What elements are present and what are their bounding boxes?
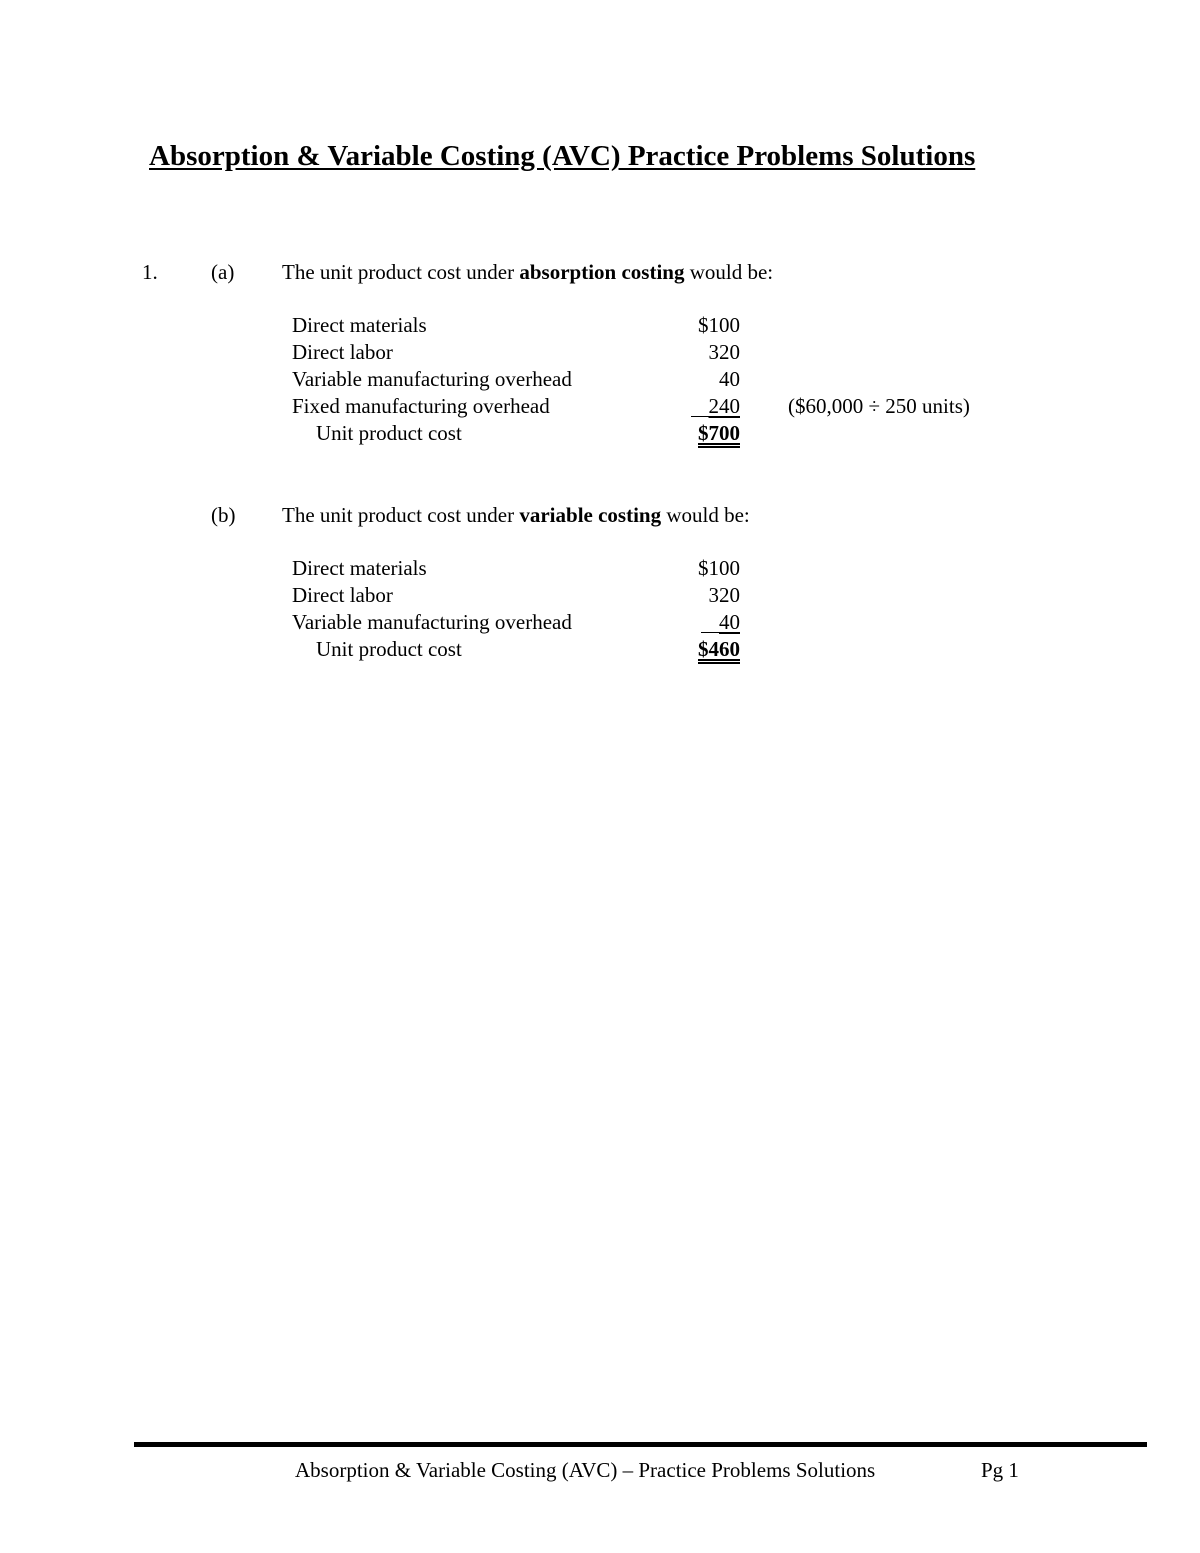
part-b-cost-table [292, 556, 1012, 664]
cost-row-value: 240 [708, 394, 740, 418]
problem-number: 1. [142, 260, 158, 284]
footer-page-number: Pg 1 [981, 1458, 1019, 1482]
cost-row-value: 320 [708, 340, 740, 364]
cost-total-value: $700 [698, 421, 740, 445]
cost-total-row [292, 421, 1012, 448]
cost-row-label: Variable manufacturing overhead [292, 367, 572, 391]
cost-total-row [292, 637, 1012, 664]
part-b-intro-before: The unit product cost under [282, 503, 520, 527]
cost-row-label: Direct labor [292, 583, 393, 607]
part-a-intro [282, 260, 773, 285]
cost-row [292, 367, 1012, 394]
part-b-intro-bold: variable costing [519, 503, 662, 527]
cost-row-value: 320 [708, 583, 740, 607]
cost-total-label: Unit product cost [316, 421, 462, 445]
cost-row-label: Direct materials [292, 556, 427, 580]
part-a-cost-table [292, 313, 1012, 448]
cost-row-value: $100 [698, 556, 740, 580]
footer-title: Absorption & Variable Costing (AVC) – Practice Problems Solutions [295, 1458, 876, 1482]
part-a-intro-after: would be: [684, 260, 774, 284]
cost-row-label: Variable manufacturing overhead [292, 610, 572, 634]
part-b-intro [282, 503, 750, 528]
cost-total-label: Unit product cost [316, 637, 462, 661]
cost-total-value: $460 [698, 637, 740, 661]
part-a-label: (a) [211, 260, 235, 284]
footer-divider [134, 1442, 1147, 1447]
part-b-label: (b) [211, 503, 236, 527]
cost-row [292, 340, 1012, 367]
cost-row-value: 40 [719, 367, 740, 391]
cost-row [292, 313, 1012, 340]
part-a-intro-bold: absorption costing [519, 260, 685, 284]
cost-row-value: $100 [698, 313, 740, 337]
page-title: Absorption & Variable Costing (AVC) Practice Problems Solutions [149, 140, 976, 172]
cost-row-label: Fixed manufacturing overhead [292, 394, 550, 418]
cost-row [292, 583, 1012, 610]
part-a-intro-before: The unit product cost under [282, 260, 520, 284]
cost-row [292, 610, 1012, 637]
cost-row-note: ($60,000 ÷ 250 units) [788, 394, 970, 418]
cost-row-value: 40 [719, 610, 740, 634]
cost-row [292, 394, 1012, 421]
part-b-intro-after: would be: [661, 503, 750, 527]
cost-row [292, 556, 1012, 583]
cost-row-label: Direct materials [292, 313, 427, 337]
cost-row-label: Direct labor [292, 340, 393, 364]
